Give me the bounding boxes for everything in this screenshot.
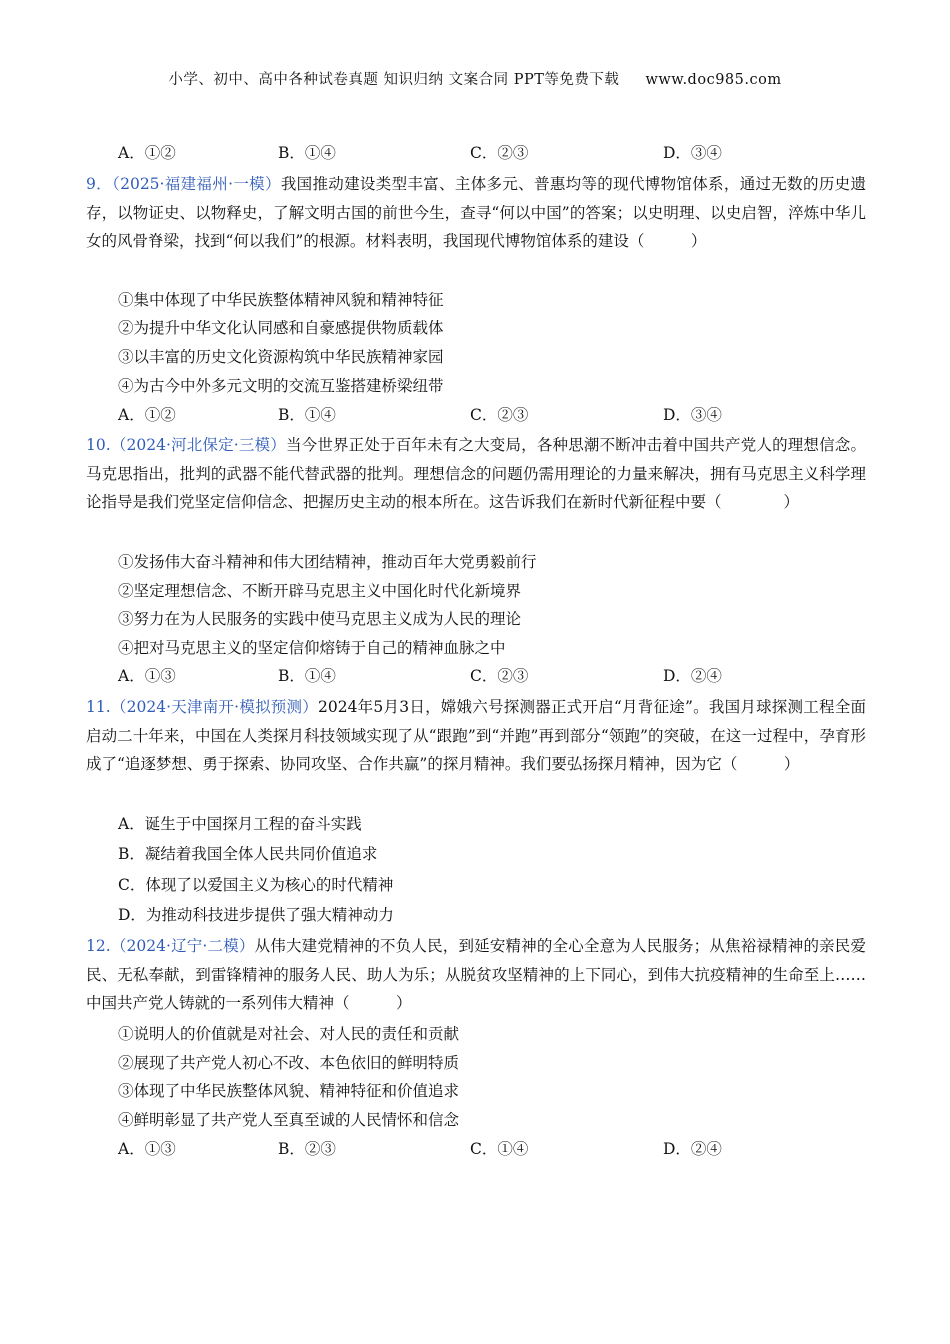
- q9-item-4: ④为古今中外多元文明的交流互鉴搭建桥梁纽带: [118, 377, 444, 395]
- q12-options: [118, 1137, 878, 1161]
- q9-options: [118, 403, 878, 427]
- q9-number: 9．: [86, 175, 113, 193]
- q10-source: （2024·河北保定·三模）: [110, 436, 286, 454]
- q10-item-2: ②坚定理想信念、不断开辟马克思主义中国化时代化新境界: [118, 582, 522, 600]
- q11-choice-b: B．凝结着我国全体人民共同价值追求: [118, 845, 378, 863]
- q10-item-4: ④把对马克思主义的坚定信仰熔铸于自己的精神血脉之中: [118, 639, 506, 657]
- q12-option-a: A．①③: [118, 1140, 176, 1158]
- q9-stem-text: 我国推动建设类型丰富、主体多元、普惠均等的现代博物馆体系，通过无数的历史遗存，以物证史、以物释史，了解文明古国的前世今生，查寻“何以中国”的答案；以史明理、以史启智，淬炼中华儿女的风骨脊梁，找到“何以我们”的根源。材料表明，我国现代博物馆体系的建设（ ）: [86, 175, 866, 251]
- q10-stem: [86, 431, 866, 517]
- q10-option-c: C．②③: [470, 667, 529, 685]
- page-header: [0, 68, 950, 89]
- q8-option-a: A．①②: [118, 144, 176, 162]
- q11-choice-c: C．体现了以爱国主义为核心的时代精神: [118, 876, 394, 894]
- q12-item-1: ①说明人的价值就是对社会、对人民的责任和贡献: [118, 1025, 460, 1043]
- q9-option-d: D．③④: [663, 406, 722, 424]
- q12-item-2: ②展现了共产党人初心不改、本色依旧的鲜明特质: [118, 1054, 460, 1072]
- q8-option-b: B．①④: [278, 144, 336, 162]
- q12-source: （2024·辽宁·二模）: [110, 937, 255, 955]
- q9-option-a: A．①②: [118, 406, 176, 424]
- q12-option-d: D．②④: [663, 1140, 722, 1158]
- q8-options: [118, 141, 878, 165]
- q9-source: （2025·福建福州·一模）: [112, 175, 281, 193]
- q11-choice-d: D．为推动科技进步提供了强大精神动力: [118, 906, 394, 924]
- q10-option-b: B．①④: [278, 667, 336, 685]
- q11-number: 11.: [86, 698, 111, 716]
- q10-item-3: ③努力在为人民服务的实践中使马克思主义成为人民的理论: [118, 610, 522, 628]
- q12-number: 12.: [86, 937, 111, 955]
- q10-number: 10.: [86, 436, 111, 454]
- q11-source: （2024·天津南开·模拟预测）: [110, 698, 318, 716]
- q9-stem: [86, 170, 866, 256]
- q12-item-4: ④鲜明彰显了共产党人至真至诚的人民情怀和信念: [118, 1111, 460, 1129]
- q9-item-1: ①集中体现了中华民族整体精神风貌和精神特征: [118, 291, 444, 309]
- q12-item-3: ③体现了中华民族整体风貌、精神特征和价值追求: [118, 1082, 460, 1100]
- q9-option-b: B．①④: [278, 406, 336, 424]
- q9-option-c: C．②③: [470, 406, 529, 424]
- q11-choice-a: A．诞生于中国探月工程的奋斗实践: [118, 815, 362, 833]
- q10-item-1: ①发扬伟大奋斗精神和伟大团结精神，推动百年大党勇毅前行: [118, 553, 537, 571]
- q8-option-d: D．③④: [663, 144, 722, 162]
- q12-option-c: C．①④: [470, 1140, 529, 1158]
- q10-options: [118, 664, 878, 688]
- header-site: www.doc985.com: [645, 72, 782, 88]
- q8-option-c: C．②③: [470, 144, 529, 162]
- q10-stem-text: 当今世界正处于百年未有之大变局，各种思潮不断冲击着中国共产党人的理想信念。马克思指出，批判的武器不能代替武器的批判。理想信念的问题仍需用理论的力量来解决，拥有马克思主义科学理论指导是我们党坚定信仰信念、把握历史主动的根本所在。这告诉我们在新时代新征程中要（ ）: [86, 436, 866, 512]
- q12-stem-text: 从伟大建党精神的不负人民，到延安精神的全心全意为人民服务；从焦裕禄精神的亲民爱民、无私奉献，到雷锋精神的服务人民、助人为乐；从脱贫攻坚精神的上下同心，到伟大抗疫精神的生命至上……中国共产党人铸就的一系列伟大精神（ ）: [86, 937, 866, 1013]
- q10-option-a: A．①③: [118, 667, 176, 685]
- q9-item-3: ③以丰富的历史文化资源构筑中华民族精神家园: [118, 348, 444, 366]
- q11-stem-text: 2024年5月3日，嫦娥六号探测器正式开启“月背征途”。我国月球探测工程全面启动二十年来，中国在人类探月科技领域实现了从“跟跑”到“并跑”再到部分“领跑”的突破，在这一过程中，孕育形成了“追逐梦想、勇于探索、协同攻坚、合作共赢”的探月精神。我们要弘扬探月精神，因为它（ ）: [86, 698, 866, 774]
- q12-option-b: B．②③: [278, 1140, 336, 1158]
- q11-stem: [86, 693, 866, 779]
- header-text: 小学、初中、高中各种试卷真题 知识归纳 文案合同 PPT等免费下载: [168, 72, 620, 88]
- q10-option-d: D．②④: [663, 667, 722, 685]
- q9-item-2: ②为提升中华文化认同感和自豪感提供物质载体: [118, 319, 444, 337]
- q12-stem: [86, 932, 866, 1018]
